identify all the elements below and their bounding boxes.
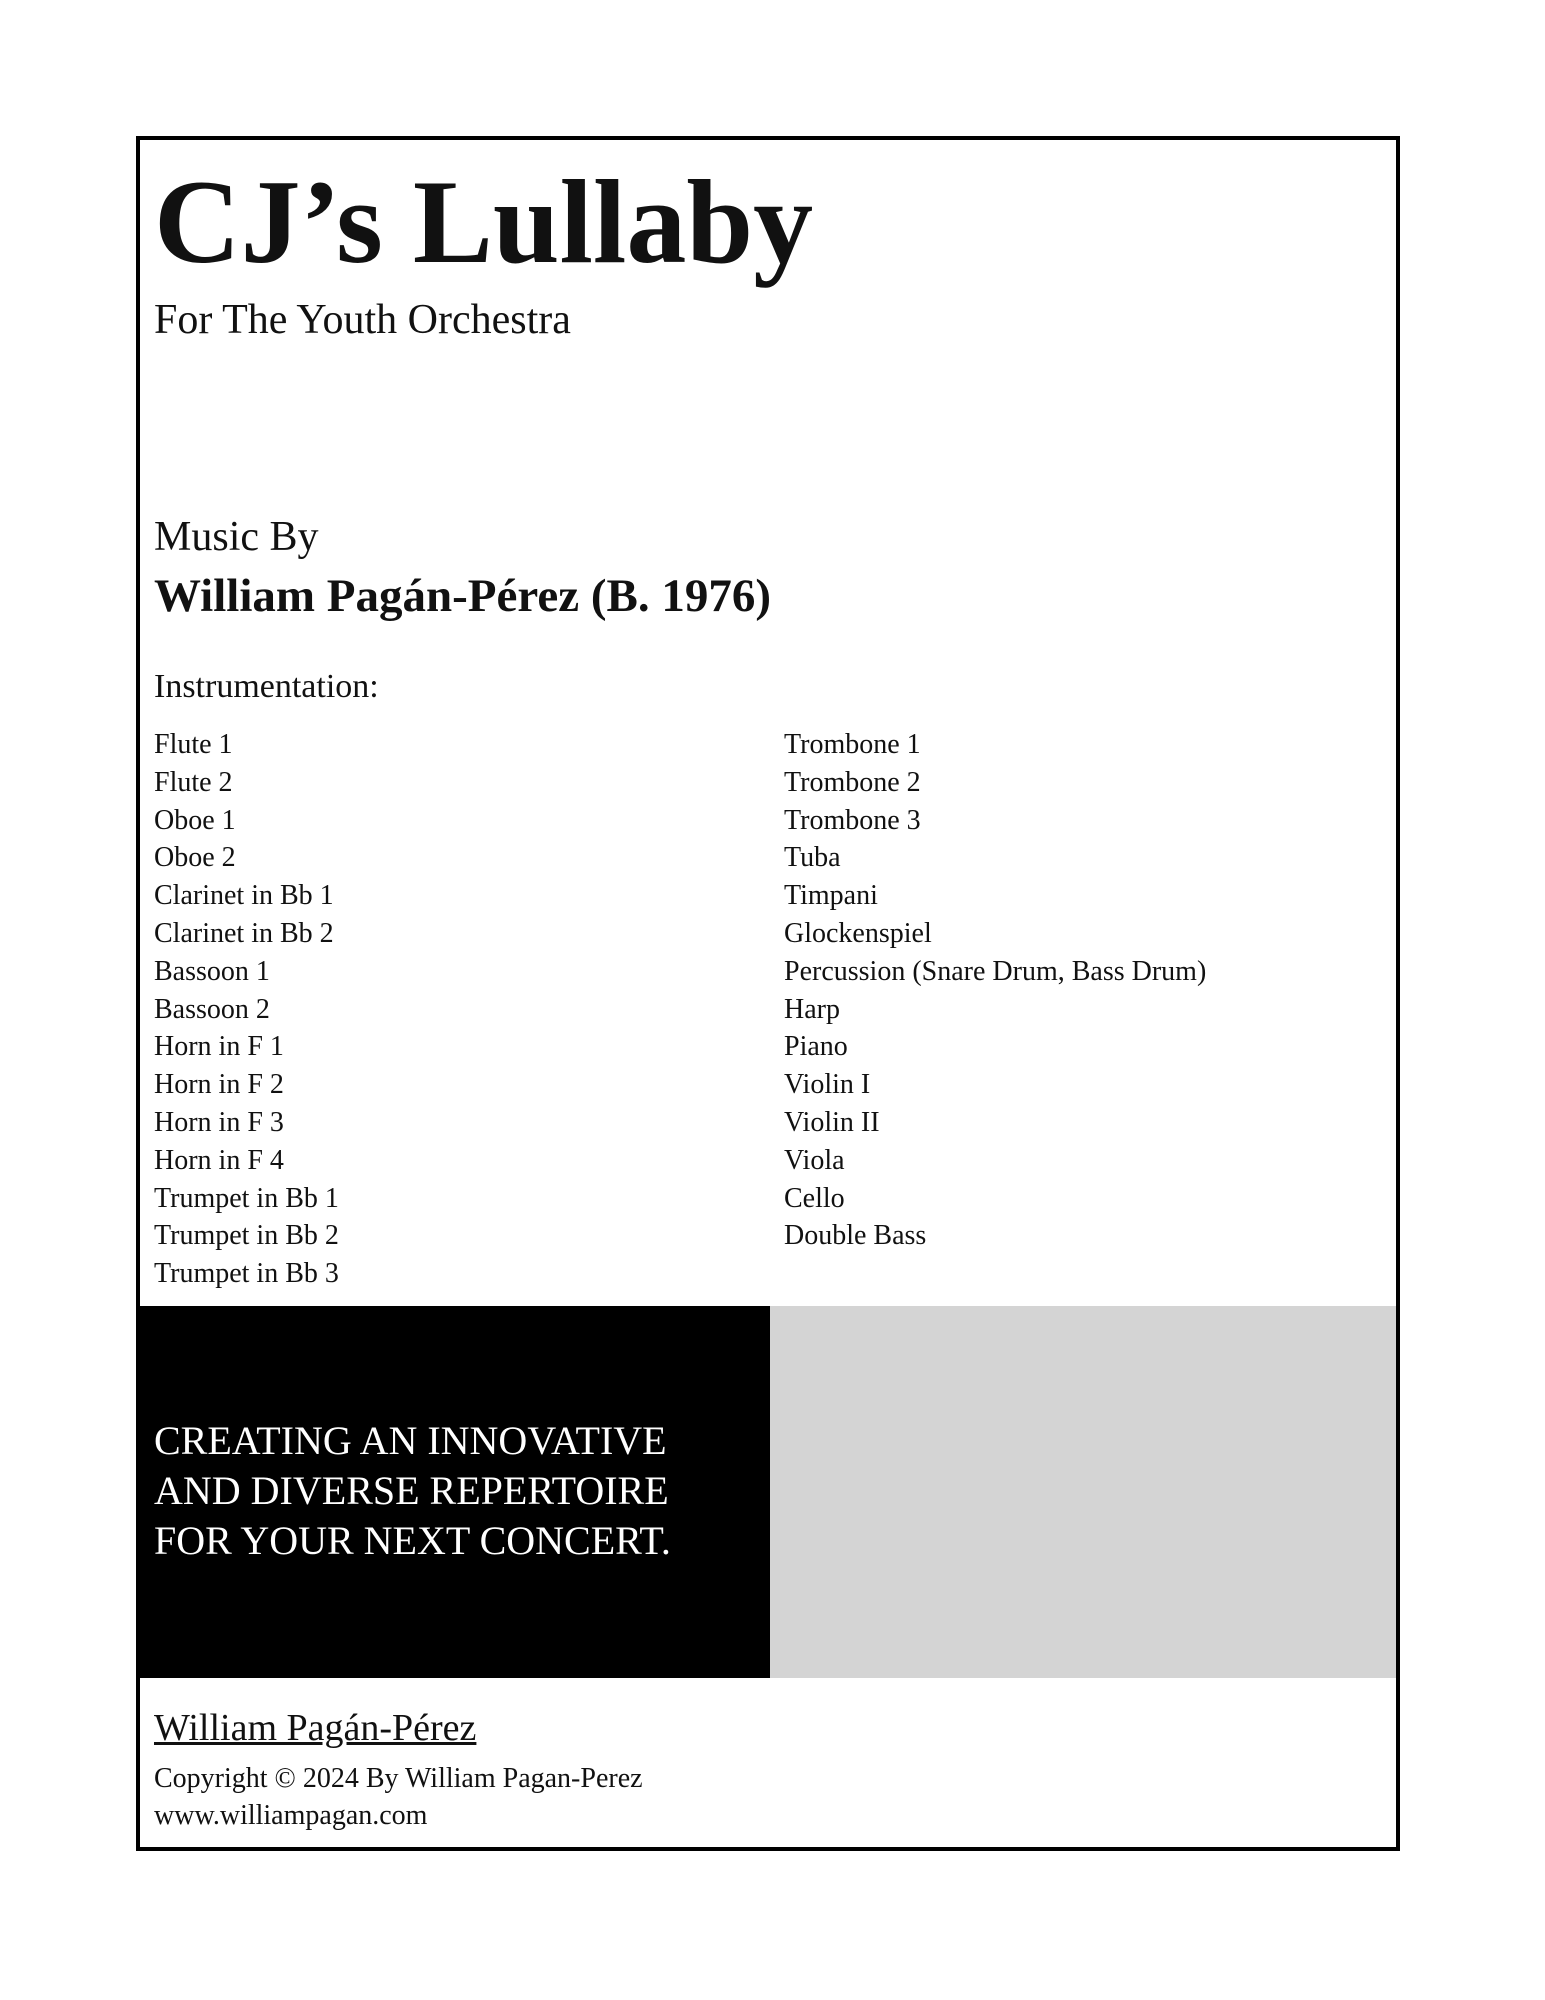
list-item: Viola: [784, 1144, 845, 1176]
list-item: Oboe 2: [154, 842, 236, 874]
list-item: Clarinet in Bb 1: [154, 880, 334, 912]
list-item: Horn in F 3: [154, 1106, 284, 1138]
list-item: Flute 2: [154, 766, 233, 798]
list-item: Double Bass: [784, 1220, 927, 1252]
list-item: Flute 1: [154, 729, 233, 760]
list-item: Trombone 3: [784, 804, 921, 836]
music-by-label: Music By: [154, 514, 319, 560]
tagline-line: FOR YOUR NEXT CONCERT.: [154, 1518, 671, 1563]
list-item: Bassoon 1: [154, 955, 270, 987]
instrumentation-heading: Instrumentation:: [154, 668, 379, 705]
list-item: Horn in F 1: [154, 1031, 284, 1063]
list-item: Trombone 1: [784, 729, 921, 760]
copyright-notice: Copyright © 2024 By William Pagan-Perez: [154, 1763, 643, 1794]
list-item: Bassoon 2: [154, 993, 270, 1025]
list-item: Trombone 2: [784, 766, 921, 798]
promo-gray-panel: [770, 1306, 1396, 1678]
list-item: Timpani: [784, 880, 878, 912]
list-item: Piano: [784, 1031, 848, 1063]
publisher-link[interactable]: William Pagán-Pérez: [154, 1707, 477, 1749]
list-item: Trumpet in Bb 1: [154, 1182, 339, 1214]
instrument-list-left: [154, 726, 339, 1293]
instrument-list-right: [784, 726, 1206, 1255]
list-item: Cello: [784, 1182, 845, 1214]
cover-frame: [136, 136, 1400, 1851]
list-item: Glockenspiel: [784, 917, 932, 949]
promo-tagline: [154, 1416, 671, 1566]
list-item: Trumpet in Bb 3: [154, 1258, 339, 1290]
composer-name: William Pagán-Pérez (B. 1976): [154, 570, 771, 622]
promo-banner: [140, 1306, 1396, 1678]
list-item: Horn in F 2: [154, 1069, 284, 1101]
list-item: Violin II: [784, 1106, 880, 1138]
tagline-line: AND DIVERSE REPERTOIRE: [154, 1468, 669, 1513]
list-item: Trumpet in Bb 2: [154, 1220, 339, 1252]
promo-black-panel: [140, 1306, 770, 1678]
score-title: CJ’s Lullaby: [154, 155, 814, 288]
score-subtitle: For The Youth Orchestra: [154, 297, 571, 343]
list-item: Percussion (Snare Drum, Bass Drum): [784, 955, 1207, 987]
list-item: Violin I: [784, 1069, 871, 1101]
list-item: Harp: [784, 993, 840, 1025]
tagline-line: CREATING AN INNOVATIVE: [154, 1418, 667, 1463]
website-link[interactable]: www.williampagan.com: [154, 1800, 428, 1831]
list-item: Tuba: [784, 842, 841, 874]
list-item: Clarinet in Bb 2: [154, 917, 334, 949]
list-item: Oboe 1: [154, 804, 236, 836]
list-item: Horn in F 4: [154, 1144, 284, 1176]
